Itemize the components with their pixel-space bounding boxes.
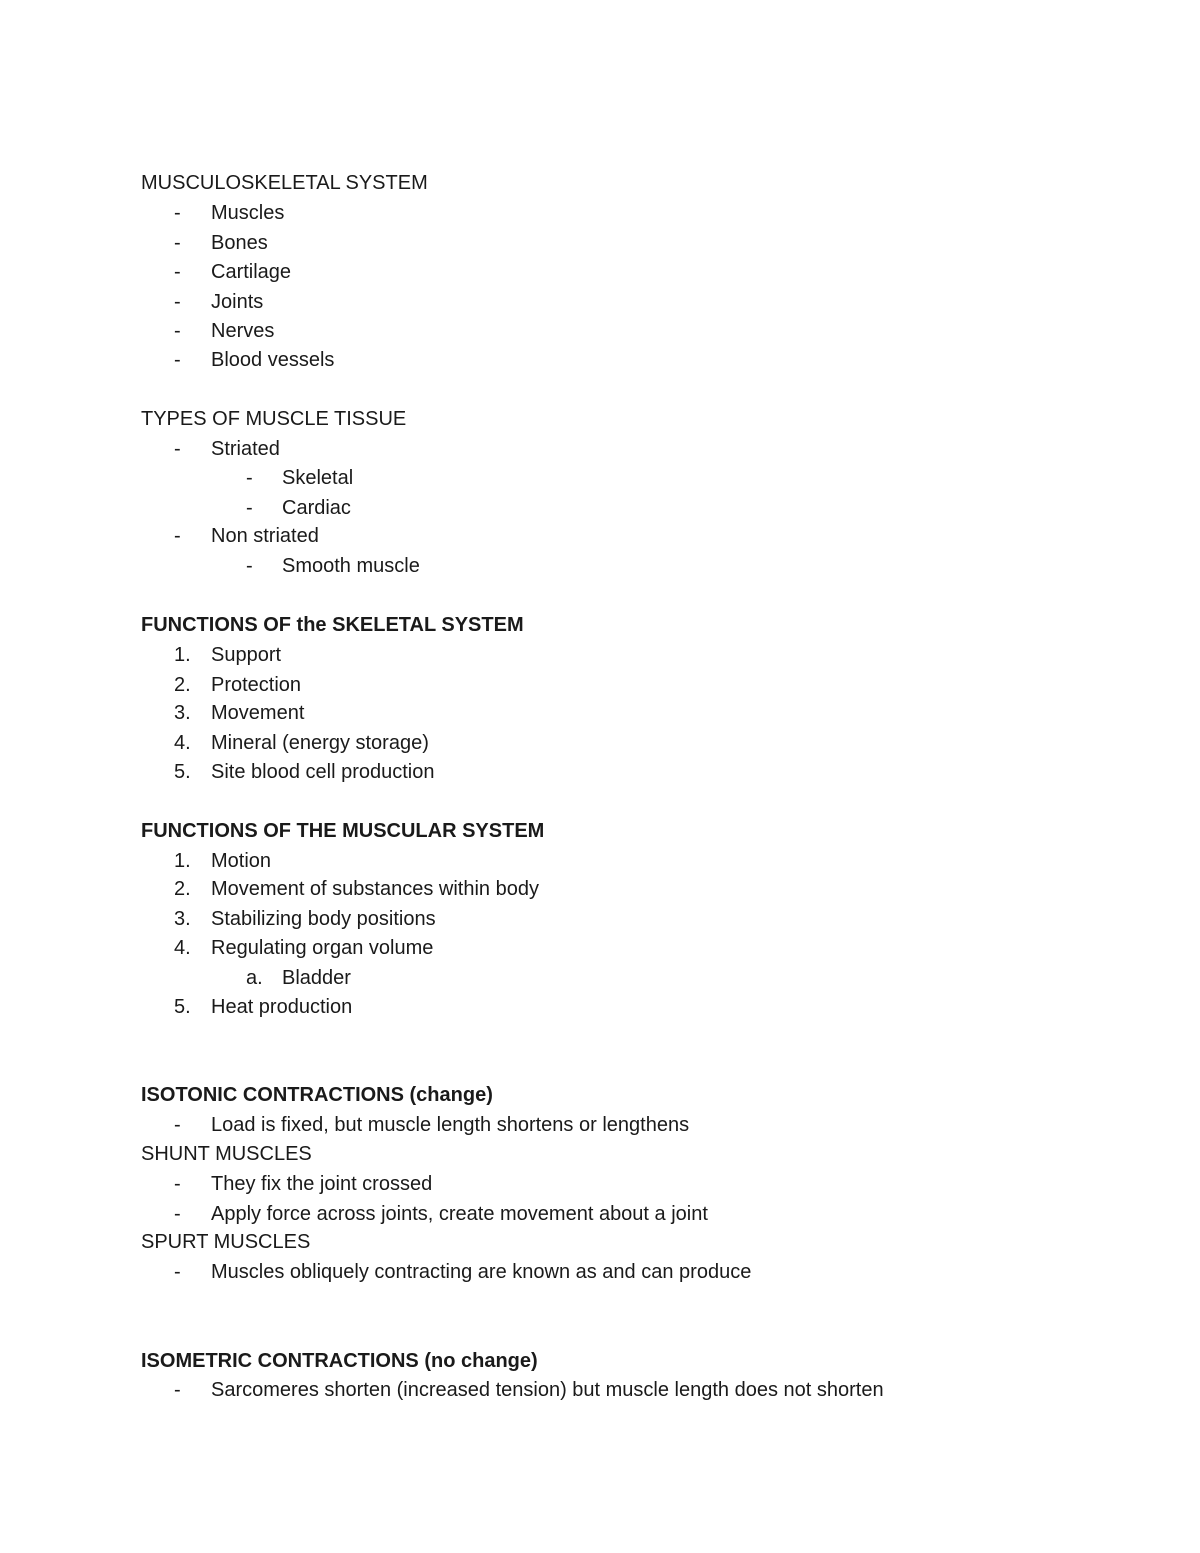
sub-list-item: Cardiac xyxy=(282,497,351,519)
sub-list-item: Skeletal xyxy=(282,467,354,489)
section-heading-shunt: SHUNT MUSCLES xyxy=(141,1143,312,1165)
list-marker: - xyxy=(174,202,181,224)
section-heading-isometric: ISOMETRIC CONTRACTIONS (no change) xyxy=(141,1350,538,1372)
list-item: Site blood cell production xyxy=(211,761,435,783)
list-item: Movement xyxy=(211,702,305,724)
list-number: 5. xyxy=(174,996,191,1018)
list-number: 3. xyxy=(174,702,191,724)
list-item: Protection xyxy=(211,674,302,696)
list-item: Blood vessels xyxy=(211,349,335,371)
list-marker: - xyxy=(174,349,181,371)
list-item: They fix the joint crossed xyxy=(211,1173,433,1195)
sub-list-marker: - xyxy=(246,555,253,577)
list-number: 2. xyxy=(174,878,191,900)
section-heading-skeletal-functions: FUNCTIONS OF the SKELETAL SYSTEM xyxy=(141,614,524,636)
sub-list-marker: - xyxy=(246,467,253,489)
list-item: Nerves xyxy=(211,320,275,342)
section-heading-musculoskeletal: MUSCULOSKELETAL SYSTEM xyxy=(141,172,428,194)
list-item: Regulating organ volume xyxy=(211,937,434,959)
list-item: Sarcomeres shorten (increased tension) but muscle length does not shorten xyxy=(211,1379,884,1401)
list-item: Striated xyxy=(211,438,280,460)
list-number: 3. xyxy=(174,908,191,930)
list-marker: - xyxy=(174,438,181,460)
list-marker: - xyxy=(174,1379,181,1401)
section-heading-muscular-functions: FUNCTIONS OF THE MUSCULAR SYSTEM xyxy=(141,820,545,842)
list-number: 5. xyxy=(174,761,191,783)
section-heading-isotonic: ISOTONIC CONTRACTIONS (change) xyxy=(141,1084,493,1106)
sub-list-marker: - xyxy=(246,497,253,519)
sub-list-item: Smooth muscle xyxy=(282,555,420,577)
list-item: Apply force across joints, create movement about a joint xyxy=(211,1203,708,1225)
list-item: Muscles obliquely contracting are known as and can produce xyxy=(211,1261,752,1283)
list-item: Non striated xyxy=(211,525,319,547)
section-heading-muscle-tissue: TYPES OF MUSCLE TISSUE xyxy=(141,408,407,430)
list-item: Movement of substances within body xyxy=(211,878,539,900)
list-item: Bones xyxy=(211,232,268,254)
list-marker: - xyxy=(174,261,181,283)
list-item: Muscles xyxy=(211,202,285,224)
sub-list-item: Bladder xyxy=(282,967,351,989)
list-marker: - xyxy=(174,1261,181,1283)
list-marker: - xyxy=(174,1203,181,1225)
list-item: Heat production xyxy=(211,996,353,1018)
list-marker: - xyxy=(174,1173,181,1195)
list-item: Support xyxy=(211,644,282,666)
list-item: Joints xyxy=(211,291,264,313)
list-number: 4. xyxy=(174,937,191,959)
list-item: Motion xyxy=(211,850,272,872)
list-number: 1. xyxy=(174,644,191,666)
list-item: Mineral (energy storage) xyxy=(211,732,429,754)
list-marker: - xyxy=(174,291,181,313)
sub-list-letter: a. xyxy=(246,967,263,989)
list-marker: - xyxy=(174,1114,181,1136)
list-number: 4. xyxy=(174,732,191,754)
section-heading-spurt: SPURT MUSCLES xyxy=(141,1231,311,1253)
list-item: Load is fixed, but muscle length shortens or lengthens xyxy=(211,1114,690,1136)
list-number: 1. xyxy=(174,850,191,872)
list-marker: - xyxy=(174,320,181,342)
list-number: 2. xyxy=(174,674,191,696)
list-item: Stabilizing body positions xyxy=(211,908,436,930)
list-marker: - xyxy=(174,232,181,254)
list-item: Cartilage xyxy=(211,261,292,283)
list-marker: - xyxy=(174,525,181,547)
